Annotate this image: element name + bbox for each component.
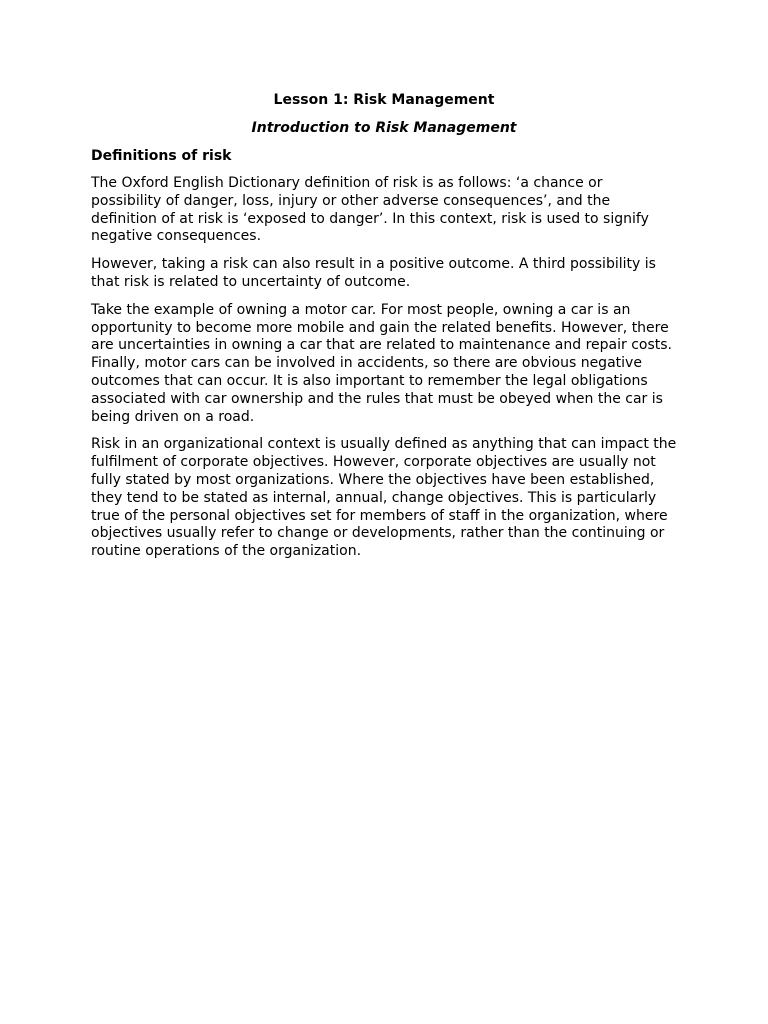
section-heading: Definitions of risk xyxy=(91,148,232,164)
paragraph-motor-car-example: Take the example of owning a motor car. For most people, owning a car is an opportunity to become more mobile and gain the related benefits. However, there are uncertainties in owning a car that are related to maintenance and repair costs. Finally, motor cars can be involved in accidents, so there are obvious negative outcomes that can occur. It is also important to remember the legal obligations associated with car ownership and the rules that must be obeyed when the car is being driven on a road. xyxy=(91,301,672,425)
paragraph-organizational-context: Risk in an organizational context is usually defined as anything that can impact the fulfilment of corporate objectives. However, corporate objectives are usually not fully stated by most organizations. Where the objectives have been established, they tend to be stated as internal, annual, change objectives. This is particularly true of the personal objectives set for members of staff in the organization, where objectives usually refer to change or developments, rather than the continuing or routine operations of the organization. xyxy=(91,436,677,560)
document-subtitle: Introduction to Risk Management xyxy=(251,120,517,136)
document-title: Lesson 1: Risk Management xyxy=(273,92,495,108)
paragraph-positive-outcome: However, taking a risk can also result in a positive outcome. A third possibility is that risk is related to uncertainty of outcome. xyxy=(91,256,656,290)
paragraph-oxford-definition: The Oxford English Dictionary definition of risk is as follows: ‘a chance or possibility of danger, loss, injury or other adverse consequences’, and the definition of at risk is ‘exposed to danger’. In this context, risk is used to signify negative consequences. xyxy=(91,175,649,245)
